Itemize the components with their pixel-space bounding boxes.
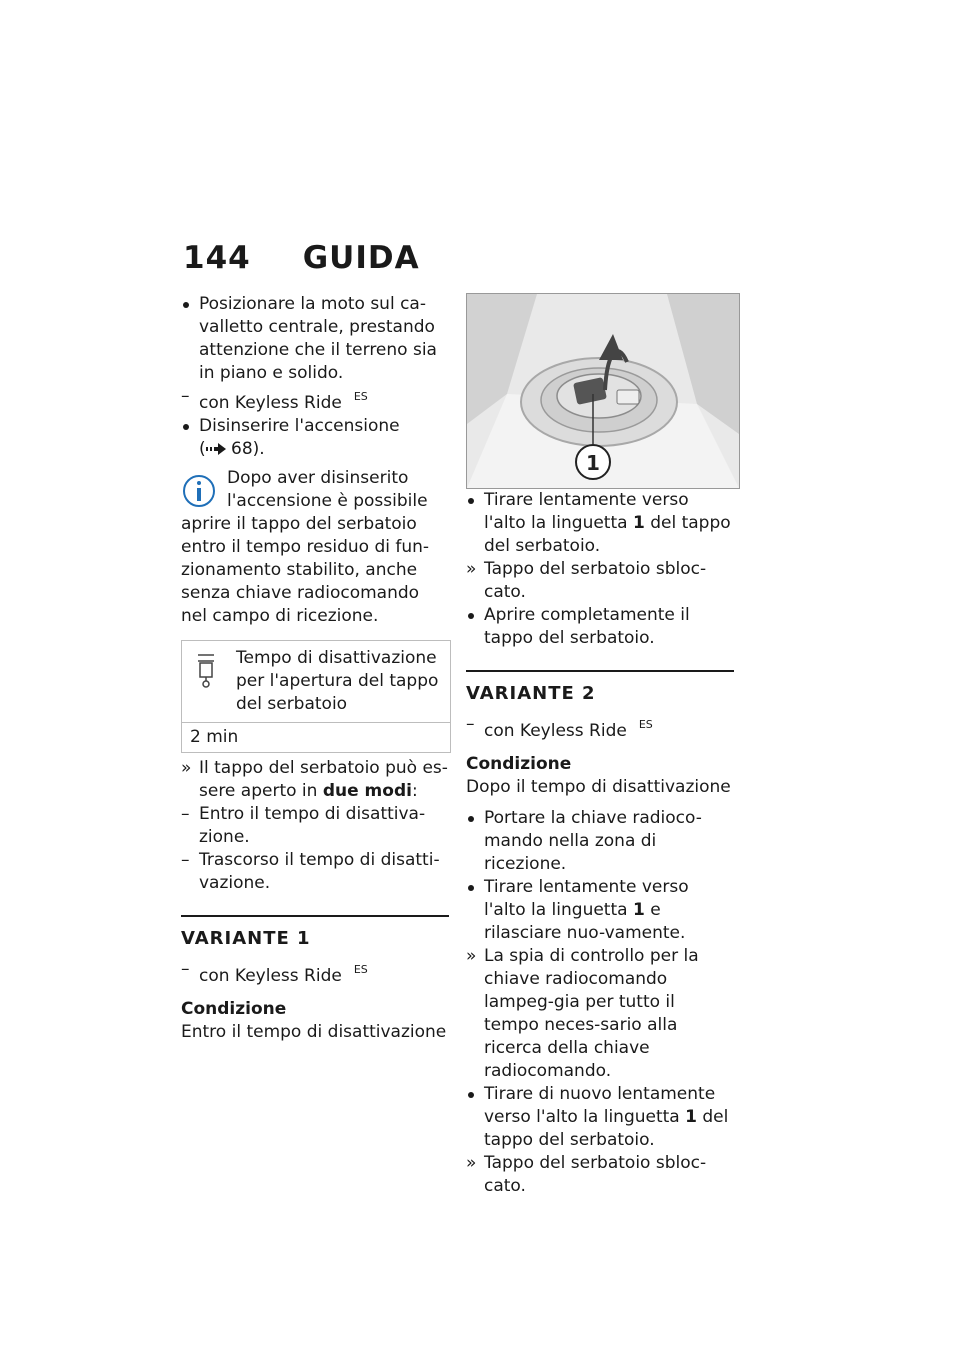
variant-1-condition: – con Keyless Ride $^{ES}$ (181, 959, 368, 986)
variant-2-condition: – con Keyless Ride $^{ES}$ (466, 714, 653, 741)
condition-label: Condizione (466, 754, 572, 774)
info-icon (181, 471, 217, 511)
spec-label: Tempo di disattivazione per l'apertura del tappo del serbatoio (236, 648, 439, 714)
bullet-icon (468, 1092, 474, 1098)
variant-1 (181, 915, 449, 1044)
fuel-cap-photo (466, 293, 740, 489)
dash-icon: – (466, 714, 475, 734)
equipment-code: ES (353, 390, 368, 403)
page-reference: 68). (231, 439, 265, 459)
dash-icon: – (181, 850, 190, 870)
equipment-code: ES (638, 718, 653, 731)
callout-label: 1 (586, 451, 600, 475)
variant-1-title: VARIANTE 1 (181, 928, 311, 949)
section-title: GUIDA (302, 240, 420, 276)
callout-ref: 1 (685, 1107, 697, 1127)
dash-icon: – (181, 959, 190, 979)
page-header (183, 240, 420, 276)
condition-keyless: – con Keyless Ride $^{ES}$ (181, 386, 368, 413)
right-column (466, 489, 734, 1198)
step-position-motorcycle: Posizionare la moto sul ca-valletto centrale, prestando attenzione che il terreno sia in piano e solido. (181, 293, 449, 385)
bullet-icon (468, 613, 474, 619)
variant-2-title: VARIANTE 2 (466, 683, 596, 704)
measurement-icon (196, 651, 216, 689)
note-text-first: Dopo aver disinserito l'accensione è possibile (227, 468, 428, 511)
bullet-icon (468, 885, 474, 891)
step-ignition-off: Disinserire l'accensione ( 68). (181, 415, 449, 461)
condition-value: Dopo il tempo di disattivazione (466, 777, 731, 797)
condition-label: Condizione (181, 999, 287, 1019)
callout-ref: 1 (632, 900, 645, 920)
bullet-icon (468, 816, 474, 822)
emphasis-two-ways: due modi (322, 781, 412, 801)
spec-table (181, 640, 451, 753)
page-number: 144 (183, 240, 251, 276)
info-note (181, 467, 449, 628)
result-unlocked-2: » Tappo del serbatoio sbloc-cato. (466, 1153, 707, 1196)
step-bring-key: Portare la chiave radioco-mando nella zona di ricezione. (466, 807, 734, 876)
spec-value: 2 min (190, 727, 239, 747)
result-icon: » (466, 559, 477, 579)
left-column (181, 293, 449, 1044)
dash-icon: – (181, 386, 190, 406)
dash-icon: – (181, 804, 190, 824)
result-two-ways: » Il tappo del serbatoio può es-sere aperto in due modi: (181, 758, 448, 801)
spec-header (182, 641, 450, 723)
option-within-time: – Entro il tempo di disattiva-zione. (181, 804, 426, 847)
step-pull-release: Tirare lentamente verso l'alto la linguetta 1 e rilasciare nuo-vamente. (466, 876, 734, 945)
bullet-icon (183, 424, 189, 430)
equipment-code: ES (353, 963, 368, 976)
result-icon: » (466, 946, 477, 966)
step-pull-again: Tirare di nuovo lentamente verso l'alto la linguetta 1 del tappo del serbatoio. (466, 1083, 734, 1152)
result-icon: » (181, 758, 192, 778)
callout-ref: 1 (632, 513, 645, 533)
note-text-rest: aprire il tappo del serbatoio entro il tempo residuo di fun-zionamento stabilito, anche senza chiave radiocomando nel campo di ricezione. (181, 514, 430, 626)
result-indicator-flash: » La spia di controllo per la chiave radiocomando lampeg-gia per tutto il tempo neces-sario alla ricerca della chiave radiocomando. (466, 946, 699, 1081)
bullet-icon (468, 498, 474, 504)
fuel-cap-illustration (467, 294, 739, 488)
arrow-reference-icon (206, 443, 226, 455)
variant-2 (466, 670, 734, 1198)
bullet-icon (183, 302, 189, 308)
result-unlocked: » Tappo del serbatoio sbloc-cato. (466, 559, 707, 602)
step-open-cap: Aprire completamente il tappo del serbatoio. (466, 604, 734, 650)
condition-value: Entro il tempo di disattivazione (181, 1022, 447, 1042)
option-after-time: – Trascorso il tempo di disatti-vazione. (181, 850, 440, 893)
step-pull-tab: Tirare lentamente verso l'alto la linguetta 1 del tappo del serbatoio. (466, 489, 734, 558)
result-icon: » (466, 1153, 477, 1173)
